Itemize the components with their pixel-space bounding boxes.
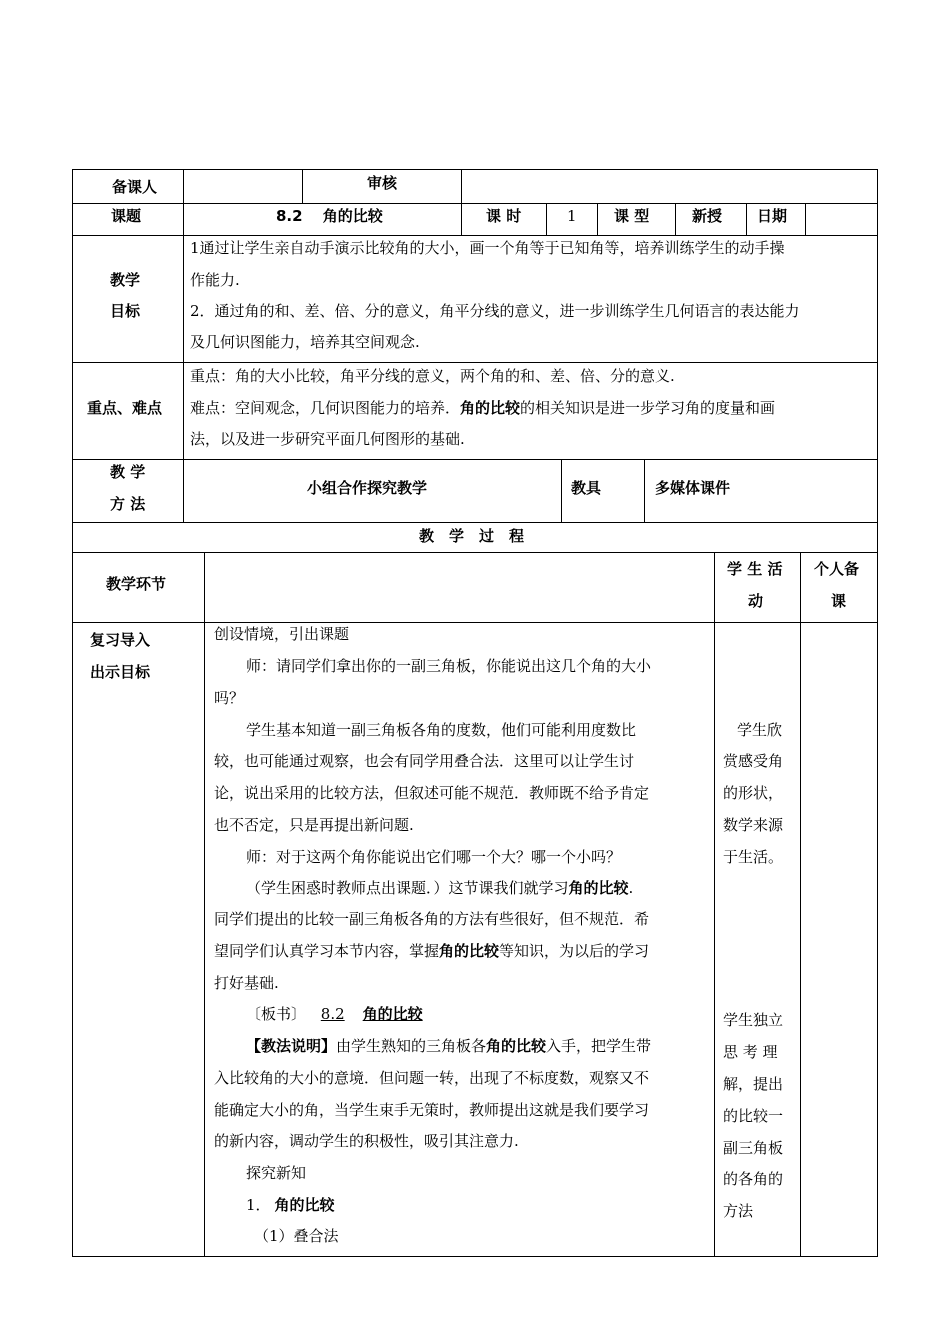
goals-line: 及几何识图能力，培养其空间观念. (190, 333, 420, 351)
col-activity-header-line2: 动 (748, 592, 764, 610)
activity-line: 方法 (723, 1202, 754, 1220)
keypoints-line: 法，以及进一步研究平面几何图形的基础. (190, 430, 465, 448)
rule (72, 522, 878, 523)
keypoints-bold-term: 角的比较 (460, 399, 521, 417)
body-line (246, 1036, 651, 1056)
col-section-header: 教学环节 (106, 575, 167, 593)
col-notes-header-line2: 课 (831, 592, 847, 610)
method-value: 小组合作探究教学 (307, 479, 428, 497)
body-line: 也不否定，只是再提出新问题. (214, 816, 414, 834)
rule (72, 552, 878, 553)
rule (72, 203, 878, 204)
body-text: . (628, 879, 634, 897)
rule (72, 235, 878, 236)
rule (183, 203, 184, 235)
body-line (246, 878, 633, 898)
goals-label-line2: 目标 (110, 302, 141, 320)
rule (72, 1256, 878, 1257)
body-line (214, 941, 649, 961)
method-label-line1: 教 学 (110, 463, 146, 481)
keypoints-text: 的相关知识是进一步学习角的度量和画 (520, 399, 776, 417)
body-bold-term: 角的比较 (486, 1037, 547, 1055)
rule (183, 235, 184, 459)
lesson-type-label: 课 型 (614, 207, 650, 225)
rule (204, 552, 205, 1256)
topic-label: 课题 (111, 207, 142, 225)
rule (302, 169, 303, 203)
body-line: 能确定大小的角，当学生束手无策时，教师提出这就是我们要学习 (214, 1101, 650, 1119)
rule (72, 169, 73, 1257)
activity-line: 解，提出 (723, 1075, 784, 1093)
body-line: 入比较角的大小的意境．但问题一转，出现了不标度数，观察又不 (214, 1069, 650, 1087)
body-line: 同学们提出的比较一副三角板各角的方法有些很好，但不规范．希 (214, 910, 650, 928)
tools-label: 教具 (571, 479, 602, 497)
body-bold-term: 角的比较 (439, 942, 500, 960)
body-line: 论，说出采用的比较方法，但叙述可能不规范．教师既不给予肯定 (214, 784, 650, 802)
rule (746, 203, 747, 235)
goals-line: 作能力. (190, 271, 240, 289)
activity-line: 副三角板 (723, 1139, 784, 1157)
method-label-line2: 方 法 (110, 495, 146, 513)
col-activity-header-line1: 学 生 活 (727, 560, 783, 578)
activity-line: 思 考 理 (723, 1043, 778, 1061)
body-bold-term: 角的比较 (274, 1196, 335, 1214)
rule (72, 622, 878, 623)
body-text: 等知识，为以后的学习 (499, 942, 650, 960)
board-title: 角的比较 (362, 1005, 423, 1023)
col-notes-header-line1: 个人备 (814, 560, 860, 578)
period-value: 1 (567, 207, 577, 225)
rule (72, 169, 878, 170)
board-writing-line (246, 1004, 423, 1024)
keypoints-line (190, 398, 775, 418)
body-line: 师：请同学们拿出你的一副三角板，你能说出这几个角的大小 (246, 657, 652, 675)
body-line (246, 1195, 335, 1215)
body-line: 探究新知 (246, 1164, 307, 1182)
tools-value: 多媒体课件 (655, 479, 731, 497)
body-line: 打好基础. (214, 974, 279, 992)
activity-line: 赏感受角 (723, 752, 784, 770)
rule (183, 459, 184, 522)
body-text: 由学生熟知的三角板各 (336, 1037, 487, 1055)
rule (546, 203, 547, 235)
activity-line: 学生独立 (723, 1011, 784, 1029)
rule (800, 552, 801, 1256)
rule (675, 203, 676, 235)
body-text: 望同学们认真学习本节内容，掌握 (214, 942, 440, 960)
body-line: 师：对于这两个角你能说出它们哪一个大？哪一个小吗？ (246, 848, 622, 866)
body-bold-term: 【教法说明】 (246, 1037, 337, 1055)
goals-line: 2．通过角的和、差、倍、分的意义，角平分线的意义，进一步训练学生几何语言的表达能力 (190, 302, 800, 320)
preparer-label: 备课人 (112, 178, 158, 196)
rule (561, 459, 562, 522)
lesson-type-value: 新授 (692, 207, 723, 225)
board-number: 8.2 (320, 1005, 345, 1023)
keypoints-text: 难点：空间观念，几何识图能力的培养． (190, 399, 461, 417)
body-line: 创设情境，引出课题 (214, 625, 350, 643)
rule (72, 459, 878, 460)
body-line: 吗？ (214, 689, 245, 707)
rule (644, 459, 645, 522)
keypoints-line: 重点：角的大小比较，角平分线的意义，两个角的和、差、倍、分的意义. (190, 367, 675, 385)
review-label: 审核 (367, 174, 398, 192)
activity-line: 的形状， (723, 784, 784, 802)
body-line: 较，也可能通过观察，也会有同学用叠合法．这里可以让学生讨 (214, 752, 635, 770)
goals-label-line1: 教学 (110, 271, 141, 289)
section-label-line1: 复习导入 (90, 631, 151, 649)
section-label-line2: 出示目标 (90, 663, 151, 681)
rule (597, 203, 598, 235)
body-line: 学生基本知道一副三角板各角的度数，他们可能利用度数比 (246, 721, 637, 739)
rule (877, 169, 878, 1257)
activity-line: 的比较一 (723, 1107, 784, 1125)
goals-line: 1通过让学生亲自动手演示比较角的大小，画一个角等于已知角等，培养训练学生的动手操 (190, 239, 785, 257)
body-text: 〔板书〕 (246, 1005, 307, 1023)
activity-line: 的各角的 (723, 1170, 784, 1188)
body-text: （学生困惑时教师点出课题．）这节课我们就学习 (246, 879, 569, 897)
period-label: 课 时 (486, 207, 522, 225)
keypoints-label: 重点、难点 (87, 399, 163, 417)
activity-line: 数学来源 (723, 816, 784, 834)
body-line: 的新内容，调动学生的积极性，吸引其注意力. (214, 1132, 519, 1150)
rule (183, 169, 184, 203)
activity-line: 学生欣 (737, 721, 783, 739)
body-bold-term: 角的比较 (568, 879, 629, 897)
topic-value: 8.2 角的比较 (276, 207, 383, 225)
rule (72, 362, 878, 363)
body-text: 入手，把学生带 (546, 1037, 652, 1055)
rule (461, 203, 462, 235)
activity-line: 于生活。 (723, 848, 784, 866)
rule (714, 552, 715, 1256)
rule (461, 169, 462, 203)
date-label: 日期 (757, 207, 788, 225)
body-line: （1）叠合法 (254, 1227, 339, 1245)
body-text: 1． (246, 1196, 271, 1214)
rule (805, 203, 806, 235)
process-title: 教 学 过 程 (419, 527, 525, 545)
